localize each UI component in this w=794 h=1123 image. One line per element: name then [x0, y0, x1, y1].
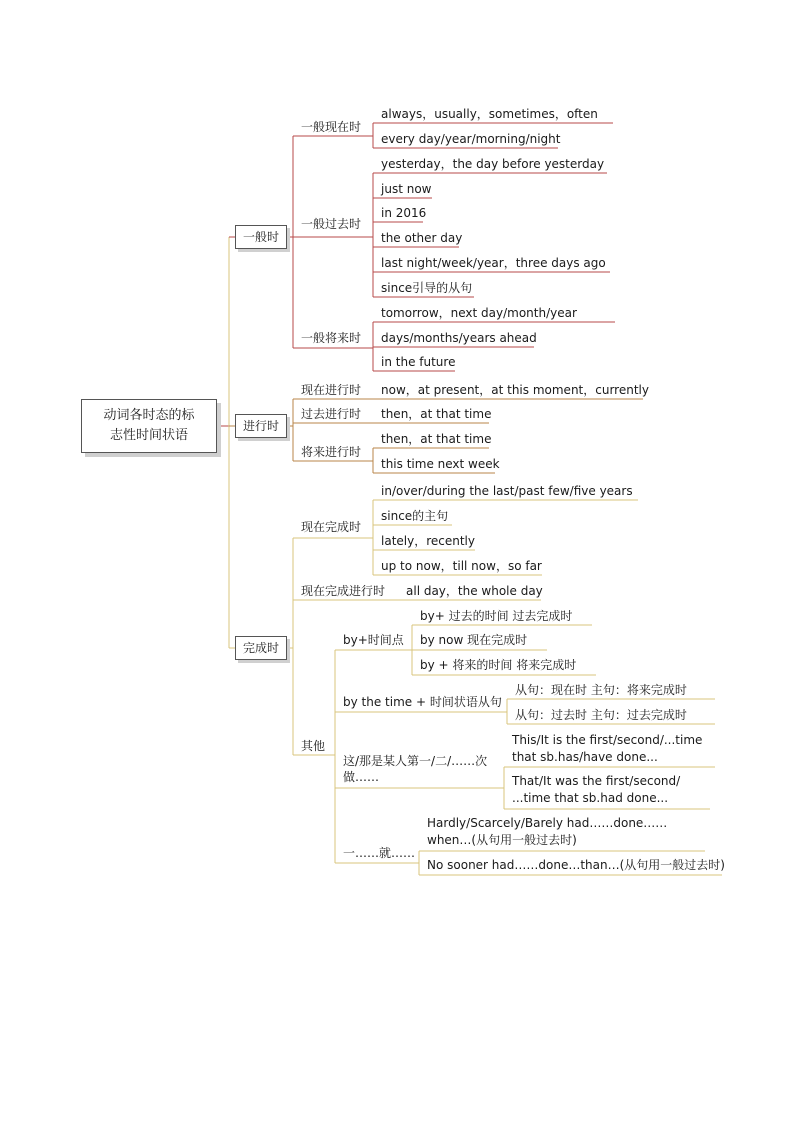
simple-tense-node[interactable] [235, 225, 287, 249]
progressive-tense-node[interactable] [235, 414, 287, 438]
by-point-item-3: by + 将来的时间 将来完成时 [420, 658, 577, 672]
present-perfect-item-1: in/over/during the last/past few/five years [381, 484, 633, 498]
simple-past-item-5: last night/week/year，three days ago [381, 256, 606, 270]
present-perfect-label[interactable]: 现在完成时 [301, 520, 362, 534]
simple-past-item-2: just now [381, 182, 432, 196]
simple-future-item-2: days/months/years ahead [381, 331, 537, 345]
past-progressive-label[interactable]: 过去进行时 [301, 407, 362, 421]
perfect-tense-label: 完成时 [242, 641, 279, 655]
present-perfect-item-2: since的主句 [381, 509, 449, 523]
future-progressive-label[interactable]: 将来进行时 [301, 445, 362, 459]
simple-present-item-1: always，usually，sometimes，often [381, 107, 598, 121]
present-perfect-item-4: up to now，till now，so far [381, 559, 542, 573]
root-title-line1: 动词各时态的标 [103, 408, 195, 423]
first-time-label[interactable]: 这/那是某人第一/二/……次做…… [343, 754, 488, 784]
past-progressive-item-1: then，at that time [381, 407, 492, 421]
by-point-item-1: by+ 过去的时间 过去完成时 [420, 609, 573, 623]
simple-past-item-6: since引导的从句 [381, 281, 473, 295]
root-node[interactable] [81, 399, 217, 453]
simple-present-label[interactable]: 一般现在时 [301, 120, 362, 134]
future-progressive-item-1: then，at that time [381, 432, 492, 446]
perfect-tense-node[interactable] [235, 636, 287, 660]
by-the-time-item-1: 从句：现在时 主句：将来完成时 [515, 683, 687, 697]
present-progressive-item-1: now，at present，at this moment，currently [381, 383, 649, 397]
simple-tense-label: 一般时 [242, 230, 279, 244]
simple-past-item-3: in 2016 [381, 206, 427, 220]
as-soon-as-item-1: Hardly/Scarcely/Barely had……done……when…(从句用一般过去时) [427, 816, 668, 847]
simple-past-item-1: yesterday，the day before yesterday [381, 157, 605, 171]
by-the-time-item-2: 从句：过去时 主句：过去完成时 [515, 708, 687, 722]
as-soon-as-label[interactable]: 一……就…… [343, 846, 416, 860]
first-time-item-2: That/It was the first/second/ ...time that sb.had done... [512, 774, 681, 805]
by-point-label[interactable]: by+时间点 [343, 633, 404, 647]
first-time-item-1: This/It is the first/second/...time that sb.has/have done... [512, 733, 703, 764]
as-soon-as-item-2: No sooner had……done…than…(从句用一般过去时) [427, 858, 725, 872]
simple-future-item-1: tomorrow，next day/month/year [381, 306, 577, 320]
simple-past-label[interactable]: 一般过去时 [301, 217, 362, 231]
future-progressive-item-2: this time next week [381, 457, 500, 471]
present-progressive-label[interactable]: 现在进行时 [301, 383, 362, 397]
other-label[interactable]: 其他 [301, 739, 326, 753]
progressive-tense-label: 进行时 [242, 419, 279, 433]
by-the-time-label[interactable]: by the time + 时间状语从句 [343, 695, 502, 709]
by-point-item-2: by now 现在完成时 [420, 633, 528, 647]
simple-future-label[interactable]: 一般将来时 [301, 331, 362, 345]
present-perfect-item-3: lately，recently [381, 534, 475, 548]
simple-past-item-4: the other day [381, 231, 463, 245]
root-title-line2: 志性时间状语 [109, 428, 188, 443]
present-perfect-progressive-item-1: all day，the whole day [406, 584, 543, 598]
present-perfect-progressive-label[interactable]: 现在完成进行时 [301, 584, 386, 598]
simple-present-item-2: every day/year/morning/night [381, 132, 561, 146]
simple-future-item-3: in the future [381, 355, 456, 369]
